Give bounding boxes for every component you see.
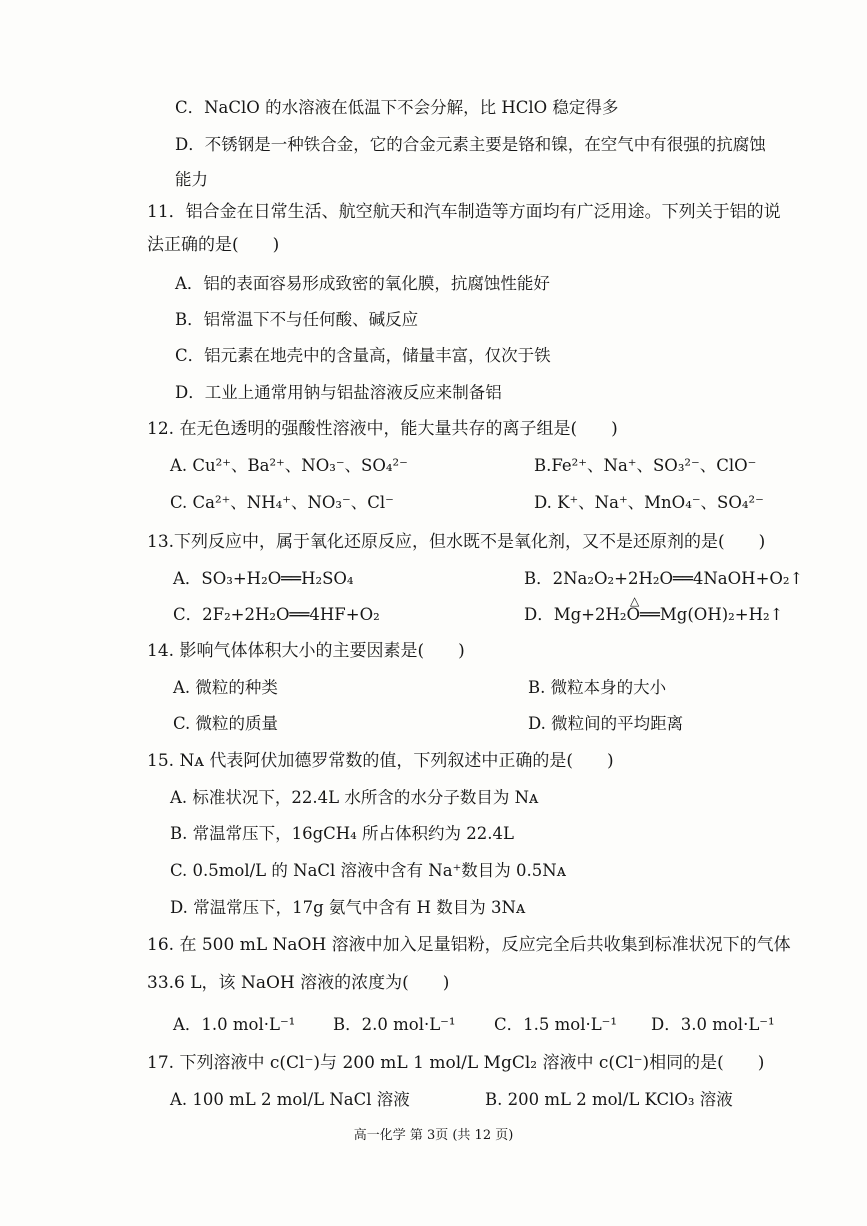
q12-option-b: B.Fe²⁺、Na⁺、SO₃²⁻、ClO⁻ xyxy=(534,456,757,475)
q10-option-d: D．不锈钢是一种铁合金，它的合金元素主要是铬和镍，在空气中有很强的抗腐蚀 xyxy=(175,135,766,154)
q15-stem: 15. Nᴀ 代表阿伏加德罗常数的值，下列叙述中正确的是( ) xyxy=(147,751,614,771)
q14-option-d: D. 微粒间的平均距离 xyxy=(528,714,684,733)
q11-option-a: A．铝的表面容易形成致密的氧化膜，抗腐蚀性能好 xyxy=(175,274,550,293)
q11-stem: 11．铝合金在日常生活、航空航天和汽车制造等方面均有广泛用途。下列关于铝的说 xyxy=(147,202,781,222)
q14-stem: 14. 影响气体体积大小的主要因素是( ) xyxy=(147,641,465,661)
q16-option-a: A．1.0 mol·L⁻¹ xyxy=(173,1015,296,1034)
q11-option-d: D．工业上通常用钠与铝盐溶液反应来制备铝 xyxy=(175,383,502,402)
q12-option-c: C. Ca²⁺、NH₄⁺、NO₃⁻、Cl⁻ xyxy=(170,493,394,512)
q16-option-c: C．1.5 mol·L⁻¹ xyxy=(494,1015,617,1034)
q16-stem-continued: 33.6 L，该 NaOH 溶液的浓度为( ) xyxy=(147,973,450,993)
page-footer: 高一化学 第 3页 (共 12 页) xyxy=(353,1128,514,1143)
q11-option-c: C．铝元素在地壳中的含量高，储量丰富，仅次于铁 xyxy=(175,346,551,365)
q15-option-a: A. 标准状况下，22.4L 水所含的水分子数目为 Nᴀ xyxy=(170,788,539,807)
q13-option-b: B．2Na₂O₂+2H₂O══4NaOH+O₂↑ xyxy=(524,569,804,588)
q12-option-d: D. K⁺、Na⁺、MnO₄⁻、SO₄²⁻ xyxy=(534,493,764,512)
heat-symbol: △ xyxy=(630,594,640,608)
q13-option-c: C．2F₂+2H₂O══4HF+O₂ xyxy=(173,605,380,624)
q14-option-b: B. 微粒本身的大小 xyxy=(528,678,667,697)
q12-option-a: A. Cu²⁺、Ba²⁺、NO₃⁻、SO₄²⁻ xyxy=(170,456,408,475)
q14-option-c: C. 微粒的质量 xyxy=(173,714,279,733)
q14-option-a: A. 微粒的种类 xyxy=(173,678,278,697)
q12-stem: 12. 在无色透明的强酸性溶液中，能大量共存的离子组是( ) xyxy=(147,419,618,439)
q15-option-d: D. 常温常压下，17g 氨气中含有 H 数目为 3Nᴀ xyxy=(170,898,526,917)
q17-stem: 17. 下列溶液中 c(Cl⁻)与 200 mL 1 mol/L MgCl₂ 溶液中 c(Cl⁻)相同的是( ) xyxy=(147,1053,765,1073)
q13-option-d: D．Mg+2H₂O══Mg(OH)₂+H₂↑ xyxy=(524,605,784,624)
q13-stem: 13.下列反应中，属于氧化还原反应，但水既不是氧化剂，又不是还原剂的是( ) xyxy=(147,532,766,552)
q17-option-a: A. 100 mL 2 mol/L NaCl 溶液 xyxy=(170,1090,410,1109)
q16-option-d: D．3.0 mol·L⁻¹ xyxy=(651,1015,775,1034)
q11-option-b: B．铝常温下不与任何酸、碱反应 xyxy=(175,310,419,329)
q16-stem: 16. 在 500 mL NaOH 溶液中加入足量铝粉，反应完全后共收集到标准状况下的气体 xyxy=(147,935,791,955)
q11-stem-continued: 法正确的是( ) xyxy=(147,235,280,255)
q15-option-b: B. 常温常压下，16gCH₄ 所占体积约为 22.4L xyxy=(170,824,514,843)
q16-option-b: B．2.0 mol·L⁻¹ xyxy=(333,1015,456,1034)
q17-option-b: B. 200 mL 2 mol/L KClO₃ 溶液 xyxy=(485,1090,733,1109)
q13-option-a: A．SO₃+H₂O══H₂SO₄ xyxy=(173,569,354,588)
q10-option-c: C．NaClO 的水溶液在低温下不会分解，比 HClO 稳定得多 xyxy=(175,98,619,117)
q15-option-c: C. 0.5mol/L 的 NaCl 溶液中含有 Na⁺数目为 0.5Nᴀ xyxy=(170,861,567,880)
q10-option-d-continued: 能力 xyxy=(175,170,208,189)
